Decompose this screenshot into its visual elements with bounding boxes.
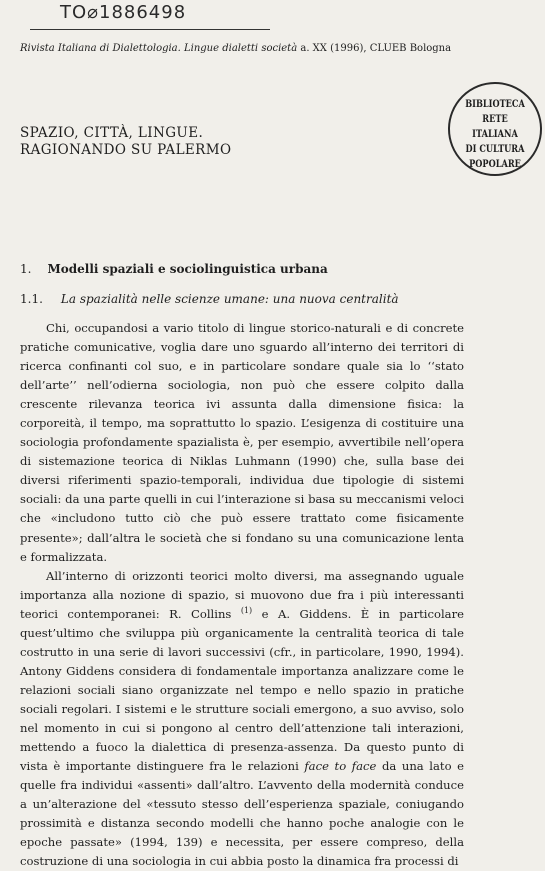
footnote-reference[interactable]: (1) xyxy=(240,605,253,615)
handwritten-catalog-code: TO⌀1886498 xyxy=(60,2,187,23)
article-title-line-1: SPAZIO, CITTÀ, LINGUE. xyxy=(20,125,204,141)
section-title: Modelli spaziali e sociolinguistica urbana xyxy=(47,262,328,276)
subsection-number: 1.1. xyxy=(20,292,43,306)
article-title xyxy=(20,125,231,159)
section-heading xyxy=(20,262,328,276)
body-text xyxy=(20,319,464,871)
paragraph-2-part-1: All’interno di orizzonti teorici molto diversi, ma assegnando uguale importanza alla nozione di spazio, si muovono due fra i più interessanti teorici contemporanei: R. Collins xyxy=(20,568,464,621)
paragraph-2-part-3: da una lato e quelle fra individui «assenti» dall’altro. L’avvento della modernità conduce a un’alterazione del «tessuto stesso dell’esperienza spaziale, coniugando prossimità e distanza secondo modelli che hanno poche analogie con le epoche passate» (1994, 139) e necessita, per essere compreso, della costruzione di una sociologia in cui abbia posto la dinamica fra processi di xyxy=(20,759,465,869)
paragraph-2 xyxy=(20,567,464,871)
subsection-heading xyxy=(20,292,399,306)
journal-title: Rivista Italiana di Dialettologia. Lingue dialetti società xyxy=(20,43,298,54)
journal-issue: a. XX (1996), CLUEB Bologna xyxy=(297,43,452,54)
journal-reference xyxy=(20,43,451,54)
stamp-line-3: DI CULTURA xyxy=(465,143,525,155)
italic-term: face to face xyxy=(304,759,377,774)
header-rule xyxy=(30,29,270,30)
section-number: 1. xyxy=(20,262,32,276)
library-stamp xyxy=(448,82,542,176)
article-title-line-2: RAGIONANDO SU PALERMO xyxy=(20,142,232,158)
library-stamp-text xyxy=(460,97,530,172)
stamp-line-2: RETE ITALIANA xyxy=(472,113,518,140)
subsection-title: La spazialità nelle scienze umane: una nuova centralità xyxy=(60,292,399,306)
paragraph-1: Chi, occupandosi a vario titolo di lingue storico-naturali e di concrete pratiche comunicative, voglia dare uno sguardo all’interno dei territori di ricerca confinanti col suo, e in particolare sondare quale sia lo ‘‘stato dell’arte’’ nell’odierna sociologia, non può che essere colpito dalla crescente rilevanza teorica ivi assunta dalla dimensione fisica: la corporeità, il tempo, ma soprattutto lo spazio. L’esigenza di costituire una sociologia profondamente spazialista è, per esempio, avvertibile nell’opera di sistemazione teorica di Niklas Luhmann (1990) che, sulla base dei diversi riferimenti spazio-temporali, individua due tipologie di sistemi sociali: da una parte quelli in cui l’interazione si basa su meccanismi veloci che «includono tutto ciò che può essere trattato come fisicamente presente»; dall’altra le società che si fondano su una comunicazione lenta e formalizzata. xyxy=(20,321,464,564)
paragraph-2-part-2: e A. Giddens. È in particolare quest’ultimo che sviluppa più organicamente la centralità teorica di tale costrutto in una serie di lavori successivi (cfr., in particolare, 1990, 1994). Antony Giddens considera di fondamentale importanza analizzare come le relazioni sociali siano organizzate nel tempo e nello spazio in pratiche sociali regolari. I sistemi e le strutture sociali emergono, a suo avviso, solo nel momento in cui si pongono al centro dell’attenzione tali interazioni, mettendo a fuoco la dialettica di presenza-assenza. Da questo punto di vista è importante distinguere fra le relazioni xyxy=(20,606,464,774)
stamp-line-4: POPOLARE xyxy=(469,158,521,170)
stamp-line-1: BIBLIOTECA xyxy=(465,98,525,110)
